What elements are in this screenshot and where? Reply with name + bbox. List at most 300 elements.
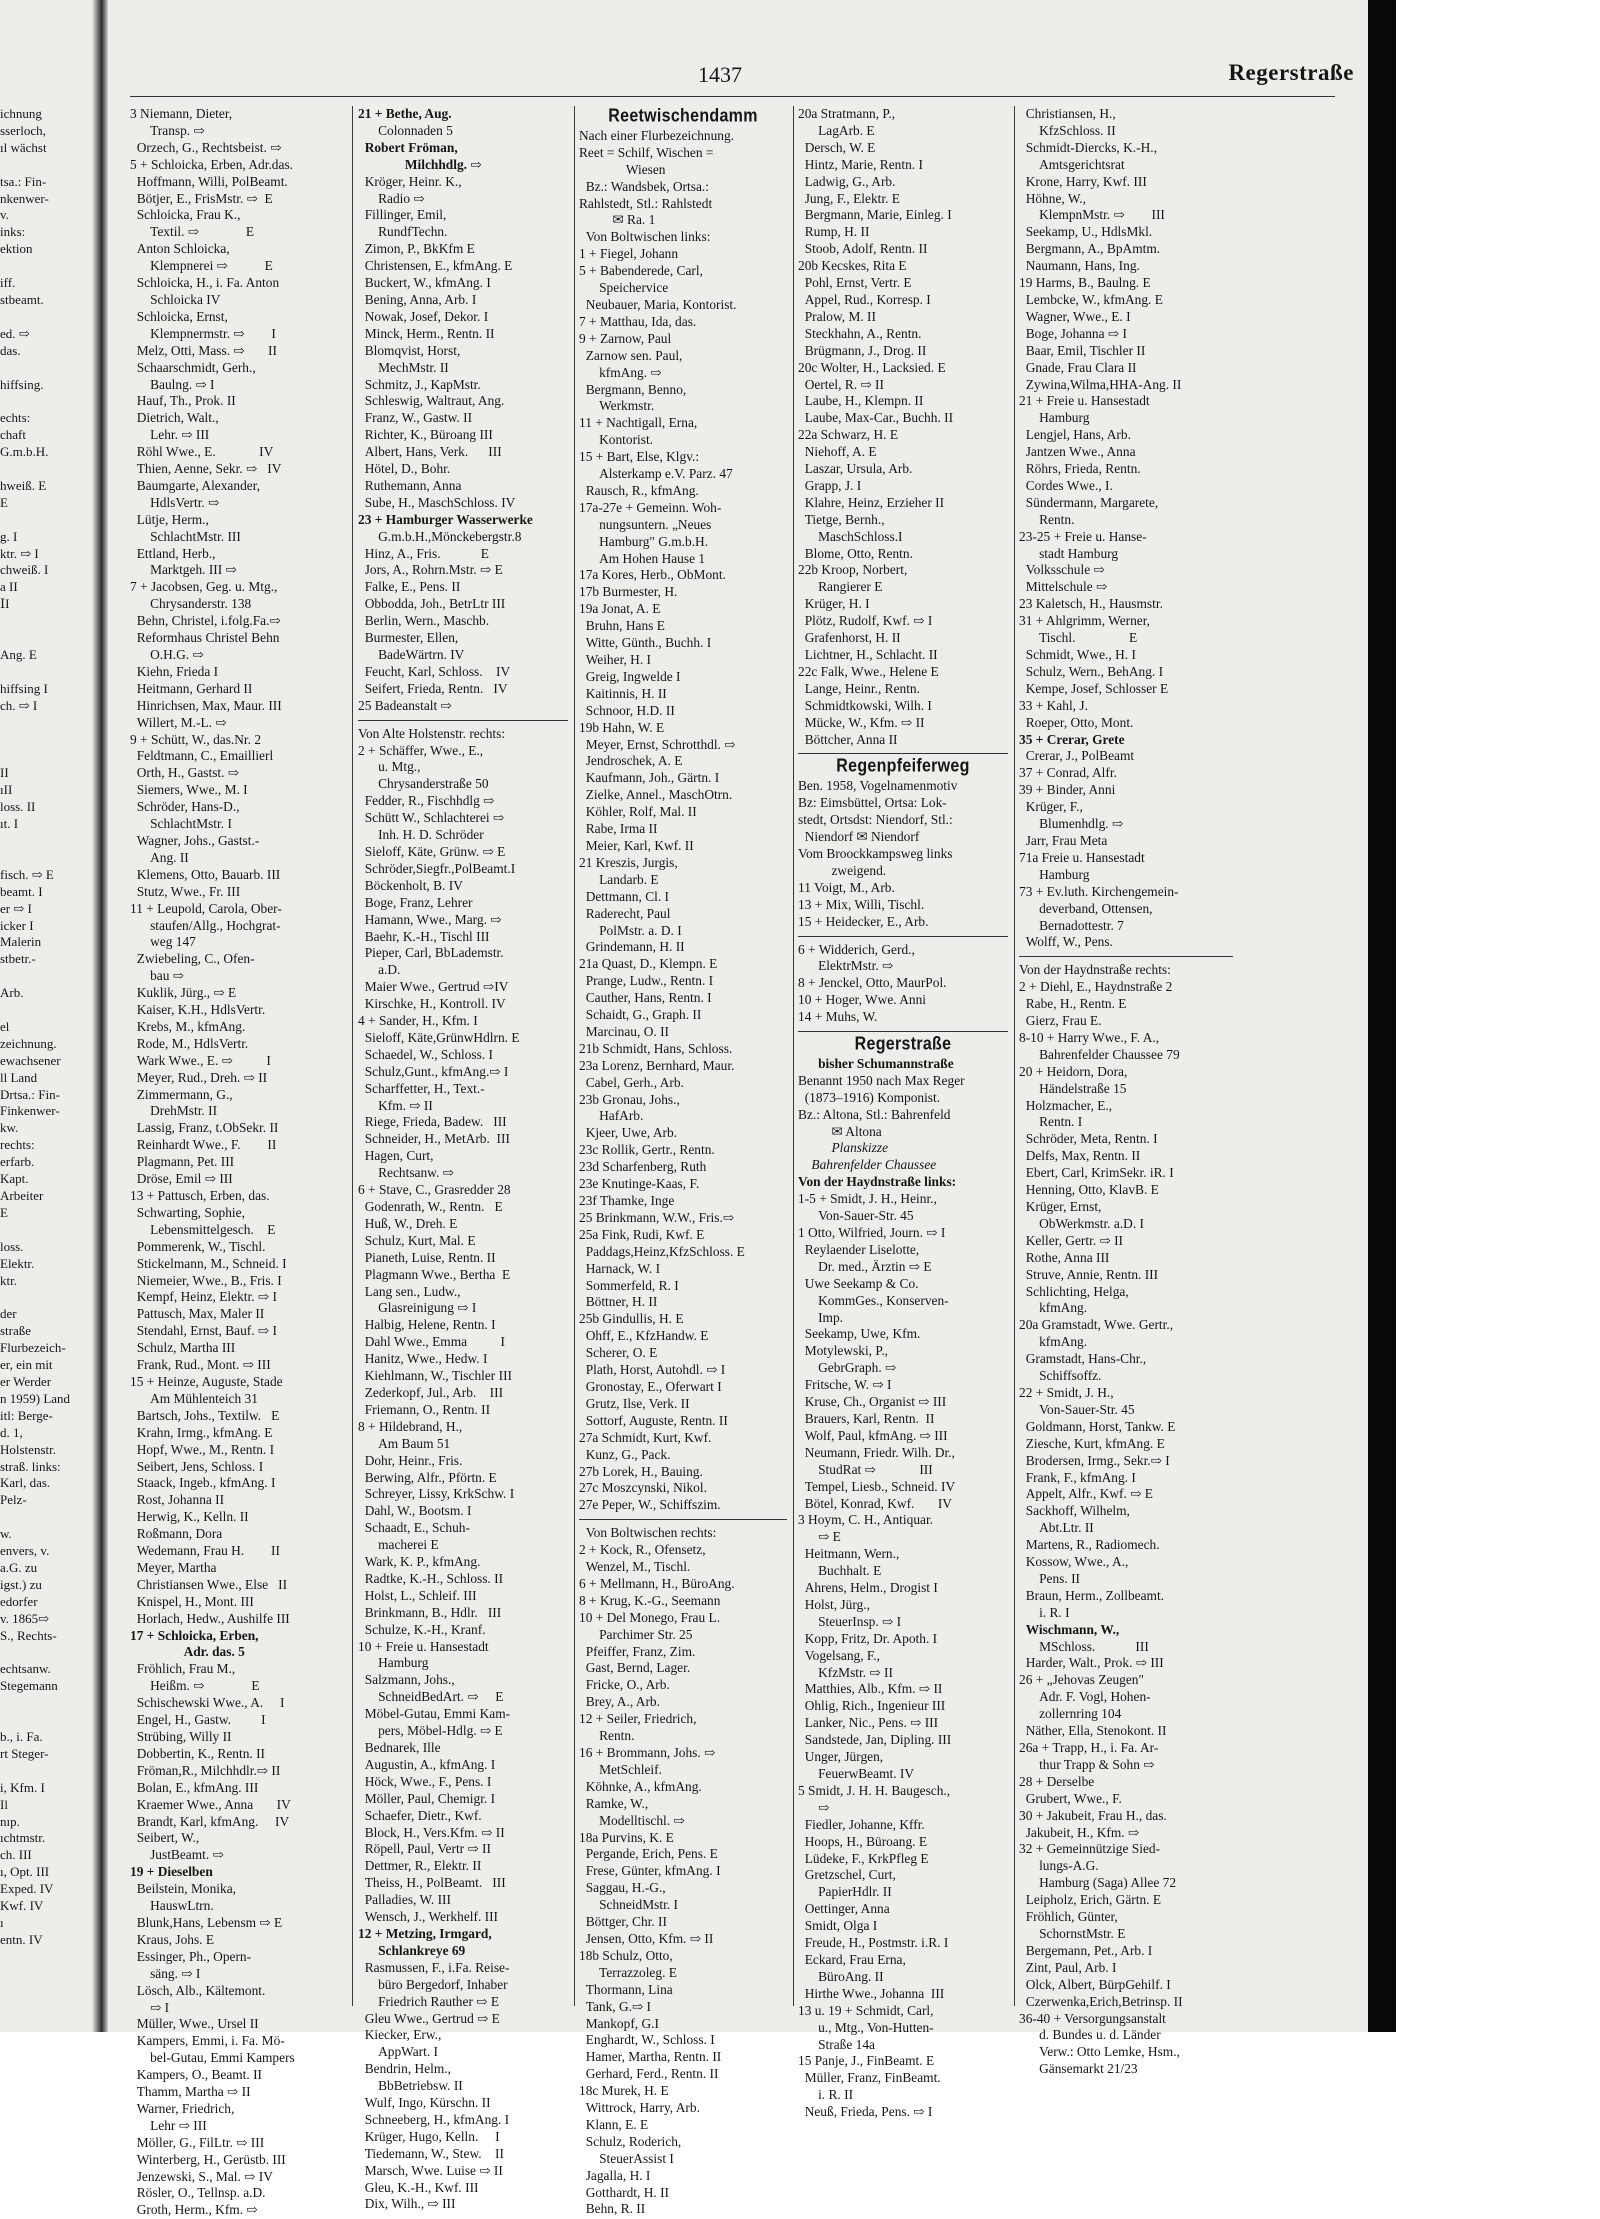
- directory-entry: Ettland, Herb.,: [130, 545, 216, 561]
- directory-entry: Grapp, J. I: [798, 477, 862, 493]
- directory-entry: Parchimer Str. 25: [579, 1626, 693, 1642]
- directory-entry: ✉ Altona: [798, 1123, 882, 1139]
- directory-entry: Grutz, Ilse, Verk. II: [579, 1395, 690, 1411]
- directory-entry: Böttcher, Anna II: [798, 731, 898, 747]
- directory-entry: Buchhalt. E: [798, 1563, 882, 1579]
- directory-entry: 23b Gronau, Johs.,: [579, 1091, 680, 1107]
- directory-entry: Matthies, Alb., Kfm. ⇨ II: [798, 1681, 943, 1697]
- directory-entry: Knispel, H., Mont. III: [130, 1593, 254, 1609]
- directory-entry: StudRat ⇨ III: [798, 1461, 933, 1477]
- directory-entry: Fricke, O., Arb.: [579, 1677, 670, 1693]
- directory-entry: O.H.G. ⇨: [130, 647, 204, 662]
- fragment-line: straß. links:: [0, 1458, 61, 1474]
- directory-entry: 21 + Freie u. Hansestadt: [1019, 393, 1150, 409]
- directory-entry: 35 + Crerar, Grete: [1019, 731, 1125, 747]
- directory-entry: Kopp, Fritz, Dr. Apoth. I: [798, 1630, 938, 1646]
- directory-entry: 25b Gindullis, H. E: [579, 1311, 684, 1327]
- directory-entry: 21b Schmidt, Hans, Schloss.: [579, 1040, 733, 1056]
- directory-entry: Ohff, E., KfzHandw. E: [579, 1328, 709, 1344]
- directory-entry: Hanitz, Wwe., Hedw. I: [358, 1351, 488, 1367]
- fragment-line: ed. ⇨: [0, 325, 30, 341]
- directory-entry: Hagen, Curt,: [358, 1148, 434, 1164]
- directory-entry: Engel, H., Gastw. I: [130, 1712, 266, 1728]
- directory-entry: Bahrenfelder Chaussee 79: [1019, 1046, 1180, 1062]
- directory-entry: Baulng. ⇨ I: [130, 376, 215, 392]
- directory-entry: Schlankreye 69: [358, 1942, 466, 1958]
- directory-entry: Horlach, Hedw., Aushilfe III: [130, 1610, 290, 1626]
- directory-entry: Imp.: [798, 1309, 844, 1325]
- directory-entry: 20a Gramstadt, Wwe. Gertr.,: [1019, 1317, 1174, 1333]
- fragment-line: [0, 1695, 84, 1712]
- directory-entry: Schröder, Hans-D.,: [130, 799, 240, 815]
- directory-entry: DrehMstr. II: [130, 1103, 218, 1119]
- directory-entry: FeuerwBeamt. IV: [798, 1766, 915, 1781]
- directory-entry: 2 + Diehl, E., Haydnstraße 2: [1019, 979, 1173, 995]
- directory-entry: Bergemann, Pet., Arb. I: [1019, 1942, 1153, 1958]
- directory-entry: Hoffmann, Willi, PolBeamt.: [130, 173, 288, 189]
- directory-entry: Frank, Rud., Mont. ⇨ III: [130, 1357, 271, 1373]
- fragment-line: Kapt.: [0, 1171, 29, 1187]
- directory-entry: AppWart. I: [358, 2044, 438, 2060]
- directory-entry: Verw.: Otto Lemke, Hsm.,: [1019, 2044, 1180, 2060]
- fragment-line: rechts:: [0, 1137, 35, 1153]
- directory-entry: 23f Thamke, Inge: [579, 1193, 675, 1208]
- directory-entry: Wagner, Johs., Gastst.-: [130, 832, 260, 848]
- directory-entry: Lassig, Franz, t.ObSekr. II: [130, 1120, 279, 1136]
- directory-entry: 12 + Metzing, Irmgard,: [358, 1925, 492, 1941]
- directory-entry: Richter, K., Büroang III: [358, 427, 493, 443]
- directory-entry: Appel, Rud., Korresp. I: [798, 291, 931, 307]
- section-divider: [358, 720, 568, 721]
- directory-entry: Laube, Max-Car., Buchh. II: [798, 410, 954, 426]
- directory-entry: Klann, E. E: [579, 2116, 649, 2132]
- directory-entry: Benannt 1950 nach Max Reger: [798, 1072, 965, 1088]
- directory-entry: Röpell, Paul, Vertr ⇨ II: [358, 1841, 491, 1857]
- directory-entry: Goldmann, Horst, Tankw. E: [1019, 1418, 1176, 1434]
- directory-entry: Hamer, Martha, Rentn. II: [579, 2049, 722, 2065]
- directory-entry: zweigend.: [798, 862, 887, 878]
- directory-entry: 27c Moszcynski, Nikol.: [579, 1480, 707, 1496]
- fragment-line: itl: Berge-: [0, 1407, 53, 1423]
- directory-entry: Jagalla, H. I: [579, 2167, 651, 2183]
- directory-entry: Glasreinigung ⇨ I: [358, 1300, 477, 1316]
- directory-entry: Rabe, Irma II: [579, 821, 658, 837]
- directory-entry: Kiecker, Erw.,: [358, 2027, 442, 2043]
- directory-entry: Krebs, M., kfmAng.: [130, 1018, 246, 1034]
- directory-entry: HauswLtrn.: [130, 1898, 214, 1914]
- directory-entry: Kaufmann, Joh., Gärtn. I: [579, 770, 720, 786]
- directory-entry: Fröhlich, Günter,: [1019, 1909, 1118, 1925]
- directory-entry: Sottorf, Auguste, Rentn. II: [579, 1412, 728, 1428]
- directory-entry: 27b Lorek, H., Bauing.: [579, 1463, 703, 1479]
- directory-entry: 21 Kreszis, Jurgis,: [579, 854, 678, 870]
- directory-entry: Jung, F., Elektr. E: [798, 190, 900, 206]
- directory-entry: Wittrock, Harry, Arb.: [579, 2100, 700, 2116]
- directory-entry: Sandstede, Jan, Dipling. III: [798, 1732, 952, 1748]
- directory-entry: Ahrens, Helm., Drogist I: [798, 1580, 938, 1596]
- directory-entry: 8 + Krug, K.-G., Seemann: [579, 1592, 721, 1608]
- directory-entry: Pohl, Ernst, Vertr. E: [798, 275, 912, 291]
- directory-entry: Planskizze: [798, 1140, 889, 1156]
- directory-entry: Heitmann, Gerhard II: [130, 680, 253, 696]
- fragment-line: [0, 1712, 84, 1729]
- directory-entry: Sommerfeld, R. I: [579, 1277, 679, 1293]
- directory-entry: 15 Panje, J., FinBeamt. E: [798, 2053, 935, 2069]
- directory-entry: Klemens, Otto, Bauarb. III: [130, 866, 281, 882]
- directory-entry: Dr. med., Ärztin ⇨ E: [798, 1258, 932, 1274]
- directory-entry: Halbig, Helene, Rentn. I: [358, 1317, 496, 1333]
- directory-entry: Von-Sauer-Str. 45: [798, 1208, 914, 1224]
- directory-entry: säng. ⇨ I: [130, 1965, 201, 1981]
- directory-entry: Landarb. E: [579, 871, 659, 887]
- directory-entry: Lengjel, Hans, Arb.: [1019, 427, 1131, 443]
- fragment-line: hiffsing I: [0, 680, 48, 696]
- directory-entry: Mittelschule ⇨: [1019, 579, 1108, 595]
- fragment-line: Ang. E: [0, 647, 37, 662]
- fragment-line: [0, 1763, 84, 1780]
- fragment-line: g. I: [0, 528, 18, 544]
- directory-entry: Hintz, Marie, Rentn. I: [798, 156, 923, 172]
- directory-entry: 25a Fink, Rudi, Kwf. E: [579, 1226, 705, 1242]
- directory-entry: Block, H., Vers.Kfm. ⇨ II: [358, 1824, 505, 1840]
- directory-entry: Wark Wwe., E. ⇨ I: [130, 1052, 271, 1068]
- directory-entry: Leipholz, Erich, Gärtn. E: [1019, 1892, 1162, 1908]
- directory-entry: 20c Wolter, H., Lacksied. E: [798, 359, 946, 375]
- directory-entry: Roeper, Otto, Mont.: [1019, 714, 1134, 730]
- directory-entry: Kampers, Emmi, i. Fa. Mö-: [130, 2033, 285, 2049]
- directory-entry: 5 + Babenderede, Carl,: [579, 263, 703, 279]
- fragment-line: inks:: [0, 224, 26, 240]
- directory-entry: Cauther, Hans, Rentn. I: [579, 990, 712, 1006]
- directory-entry: G.m.b.H.,Mönckebergstr.8: [358, 528, 522, 544]
- directory-entry: Niendorf ✉ Niendorf: [798, 829, 920, 845]
- fragment-line: [0, 157, 84, 174]
- directory-entry: ✉ Ra. 1: [579, 212, 656, 228]
- fragment-line: Arbeiter: [0, 1188, 44, 1203]
- directory-entry: Am Hohen Hause 1: [579, 550, 706, 566]
- directory-entry: Blunk,Hans, Lebensm ⇨ E: [130, 1914, 283, 1930]
- directory-entry: Am Mühlenteich 31: [130, 1390, 258, 1406]
- fragment-line: beamt. I: [0, 883, 43, 899]
- directory-entry: Unger, Jürgen,: [798, 1749, 884, 1765]
- section-divider: [798, 936, 1008, 937]
- directory-entry: Abt.Ltr. II: [1019, 1520, 1094, 1536]
- directory-entry: Weiher, H. I: [579, 652, 652, 667]
- directory-entry: Neuß, Frieda, Pens. ⇨ I: [798, 2104, 933, 2120]
- directory-entry: Krüger, F.,: [1019, 799, 1083, 815]
- directory-entry: Boge, Johanna ⇨ I: [1019, 325, 1127, 341]
- directory-entry: MaschSchloss.I: [798, 528, 903, 544]
- fragment-line: das.: [0, 342, 21, 358]
- directory-entry: Kraemer Wwe., Anna IV: [130, 1796, 291, 1812]
- directory-entry: Struve, Annie, Rentn. III: [1019, 1266, 1159, 1282]
- directory-entry: 25 Brinkmann, W.W., Fris.⇨: [579, 1209, 735, 1225]
- directory-entry: Tischl. E: [1019, 630, 1138, 646]
- directory-entry: Zywina,Wilma,HHA-Ang. II: [1019, 376, 1182, 392]
- directory-entry: Plötz, Rudolf, Kwf. ⇨ I: [798, 613, 933, 629]
- directory-entry: MechMstr. II: [358, 359, 449, 375]
- directory-entry: 13 u. 19 + Schmidt, Carl,: [798, 2002, 934, 2018]
- directory-entry: Klempnerei ⇨ E: [130, 258, 273, 274]
- directory-entry: Braun, Herm., Zollbeamt.: [1019, 1587, 1165, 1603]
- directory-entry: Bernadottestr. 7: [1019, 917, 1124, 933]
- fragment-line: chweiß. I: [0, 562, 49, 578]
- fragment-line: Elektr.: [0, 1255, 35, 1271]
- fragment-line: [0, 715, 84, 732]
- directory-entry: 9 + Schütt, W., das.Nr. 2: [130, 731, 262, 747]
- directory-entry: Krüger, Hugo, Kelln. I: [358, 2128, 500, 2144]
- directory-entry: Blome, Otto, Rentn.: [798, 545, 913, 561]
- directory-entry: lungs-A.G.: [1019, 1858, 1099, 1874]
- directory-entry: Lehr. ⇨ III: [130, 427, 210, 443]
- directory-entry: 8 + Hildebrand, H.,: [358, 1418, 463, 1434]
- directory-entry: Möller, Paul, Chemigr. I: [358, 1790, 496, 1806]
- directory-entry: 19 + Dieselben: [130, 1864, 213, 1880]
- fragment-line: [0, 258, 84, 275]
- directory-entry: Amtsgerichtsrat: [1019, 156, 1125, 172]
- directory-entry: Schreyer, Lissy, KrkSchw. I: [358, 1486, 515, 1502]
- directory-entry: Czerwenka,Erich,Betrinsp. II: [1019, 1993, 1183, 2009]
- directory-entry: Stickelmann, M., Schneid. I: [130, 1255, 287, 1271]
- directory-entry: Reet = Schilf, Wischen =: [579, 144, 714, 160]
- fragment-line: er Werder: [0, 1373, 52, 1389]
- directory-entry: 17a Kores, Herb., ObMont.: [579, 567, 726, 583]
- directory-entry: BbBetriebsw. II: [358, 2078, 463, 2094]
- directory-entry: Kiehlmann, W., Tischler III: [358, 1368, 512, 1384]
- directory-entry: Baehr, K.-H., Tischl III: [358, 928, 490, 944]
- directory-entry: Tiedemann, W., Stew. II: [358, 2145, 504, 2161]
- directory-entry: 11 + Leupold, Carola, Ober-: [130, 900, 282, 916]
- fragment-line: igst.) zu: [0, 1576, 42, 1592]
- directory-entry: Bergmann, Marie, Einleg. I: [798, 207, 952, 223]
- directory-entry: Fillinger, Emil,: [358, 207, 447, 223]
- directory-entry: Schischewski Wwe., A. I: [130, 1695, 285, 1711]
- directory-entry: staufen/Allg., Hochgrat-: [130, 917, 281, 933]
- directory-entry: Schaarschmidt, Gerh.,: [130, 359, 256, 375]
- fragment-line: w.: [0, 1526, 12, 1542]
- directory-entry: 10 + Del Monego, Frau L.: [579, 1609, 721, 1625]
- directory-entry: Inh. H. D. Schröder: [358, 827, 484, 843]
- directory-entry: Kröger, Heinr. K.,: [358, 173, 462, 189]
- directory-entry: Minck, Herm., Rentn. II: [358, 325, 495, 341]
- directory-entry: Wagner, Wwe., E. I: [1019, 308, 1131, 324]
- directory-entry: Schloicka IV: [130, 291, 221, 307]
- directory-entry: Bz.: Altona, Stl.: Bahrenfeld: [798, 1106, 951, 1122]
- directory-entry: 1 + Fiegel, Johann: [579, 246, 679, 262]
- directory-entry: 9 + Zarnow, Paul: [579, 330, 672, 346]
- directory-entry: Frese, Günter, kfmAng. I: [579, 1863, 721, 1879]
- directory-entry: Höck, Wwe., F., Pens. I: [358, 1773, 492, 1789]
- directory-entry: 15 + Heinze, Auguste, Stade: [130, 1373, 283, 1389]
- directory-entry: Winterberg, H., Gerüstb. III: [130, 2151, 286, 2167]
- directory-entry: Seekamp, Uwe, Kfm.: [798, 1326, 921, 1342]
- directory-entry: Harder, Walt., Prok. ⇨ III: [1019, 1655, 1164, 1671]
- directory-entry: Seekamp, U., HdlsMkl.: [1019, 224, 1153, 240]
- directory-entry: Brügmann, J., Drog. II: [798, 342, 927, 358]
- directory-entry: Jenzewski, S., Mal. ⇨ IV: [130, 2168, 273, 2184]
- directory-entry: Kempe, Josef, Schlosser E: [1019, 680, 1169, 696]
- directory-entry: 15 + Bart, Else, Klgv.:: [579, 449, 700, 465]
- directory-entry: Wolf, Paul, kfmAng. ⇨ III: [798, 1427, 948, 1443]
- directory-entry: Klempnermstr. ⇨ I: [130, 325, 276, 341]
- directory-entry: Bergmann, Benno,: [579, 381, 687, 397]
- directory-entry: 31 + Ahlgrimm, Werner,: [1019, 613, 1151, 629]
- directory-entry: 26 + „Jehovas Zeugen": [1019, 1672, 1144, 1688]
- directory-entry: Schulze, K.-H., Kranf.: [358, 1621, 486, 1637]
- directory-entry: Orth, H., Gastst. ⇨: [130, 765, 240, 781]
- directory-entry: Zimmermann, G.,: [130, 1086, 233, 1102]
- directory-entry: a.D.: [358, 962, 401, 978]
- fragment-line: stbeamt.: [0, 291, 44, 307]
- directory-entry: Henning, Otto, KlavB. E: [1019, 1182, 1159, 1198]
- fragment-line: sserloch,: [0, 122, 46, 138]
- fragment-line: echts:: [0, 410, 31, 426]
- directory-entry: Kossow, Wwe., A.,: [1019, 1554, 1129, 1570]
- directory-entry: Freude, H., Postmstr. i.R. I: [798, 1935, 949, 1951]
- directory-entry: Oertel, R. ⇨ II: [798, 376, 884, 392]
- directory-entry: PolMstr. a. D. I: [579, 922, 682, 938]
- directory-entry: 8-10 + Harry Wwe., F. A.,: [1019, 1029, 1160, 1045]
- directory-entry: Wiesen: [579, 161, 666, 177]
- directory-entry: Schütt W., Schlachterei ⇨: [358, 810, 505, 826]
- fragment-line: ı, Opt. III: [0, 1864, 50, 1880]
- directory-entry: 19 Harms, B., Baulng. E: [1019, 275, 1151, 291]
- fragment-line: ektion: [0, 241, 33, 257]
- directory-entry: Ziesche, Kurt, kfmAng. E: [1019, 1435, 1165, 1451]
- directory-entry: Meyer, Ernst, Schrotthdl. ⇨: [579, 736, 736, 752]
- directory-entry: deverband, Ottensen,: [1019, 900, 1153, 916]
- directory-entry: SchneidBedArt. ⇨ E: [358, 1689, 504, 1705]
- directory-entry: Dobbertin, K., Rentn. II: [130, 1745, 265, 1761]
- directory-entry: 11 Voigt, M., Arb.: [798, 879, 895, 895]
- directory-entry: Rösler, O., Tellnsp. a.D.: [130, 2185, 266, 2201]
- directory-entry: Ang. II: [130, 849, 189, 865]
- directory-entry: Gleu, K.-H., Kwf. III: [358, 2179, 479, 2195]
- directory-entry: 17b Burmester, H.: [579, 584, 678, 600]
- fragment-line: E: [0, 1204, 8, 1220]
- directory-entry: bisher Schumannstraße: [798, 1055, 954, 1071]
- directory-entry: Stoob, Adolf, Rentn. II: [798, 241, 928, 257]
- directory-entry: Neubauer, Maria, Kontorist.: [579, 296, 737, 312]
- directory-entry: Naumann, Hans, Ing.: [1019, 258, 1140, 274]
- directory-entry: Melz, Otti, Mass. ⇨ II: [130, 342, 277, 358]
- directory-entry: Grubert, Wwe., F.: [1019, 1790, 1122, 1806]
- directory-entry: Godenrath, W., Rentn. E: [358, 1199, 503, 1214]
- fragment-line: [0, 850, 84, 867]
- directory-entry: Appelt, Alfr., Kwf. ⇨ E: [1019, 1486, 1153, 1502]
- fragment-line: ktr. ⇨ I: [0, 545, 39, 561]
- fragment-line: ıl wächst: [0, 139, 47, 155]
- column-rule: [352, 106, 353, 2006]
- section-divider: [798, 1031, 1008, 1032]
- directory-entry: Mankopf, G.I: [579, 2015, 659, 2031]
- fragment-line: rt Steger-: [0, 1745, 49, 1761]
- fragment-line: Pelz-: [0, 1492, 27, 1508]
- directory-entry: Hamburg" G.m.b.H.: [579, 533, 709, 549]
- fragment-line: echtsanw.: [0, 1661, 51, 1677]
- directory-entry: KfzMstr. ⇨ II: [798, 1664, 893, 1680]
- directory-entry: Sündermann, Margarete,: [1019, 494, 1159, 510]
- directory-entry: Am Baum 51: [358, 1435, 451, 1451]
- directory-entry: Zint, Paul, Arb. I: [1019, 1959, 1117, 1975]
- directory-entry: Gnade, Frau Clara II: [1019, 359, 1137, 375]
- directory-entry: Grafenhorst, H. II: [798, 630, 901, 646]
- directory-entry: 20 + Heidorn, Dora,: [1019, 1063, 1128, 1079]
- directory-entry: Kfm. ⇨ II: [358, 1097, 433, 1113]
- directory-entry: Laszar, Ursula, Arb.: [798, 461, 913, 477]
- directory-entry: 73 + Ev.luth. Kirchengemein-: [1019, 883, 1179, 899]
- directory-entry: 17 + Schloicka, Erben,: [130, 1627, 259, 1643]
- directory-entry: Pianeth, Luise, Rentn. II: [358, 1249, 496, 1265]
- directory-entry: 3 Hoym, C. H., Antiquar.: [798, 1512, 934, 1528]
- fragment-line: a.G. zu: [0, 1559, 38, 1575]
- directory-entry: Gerhard, Ferd., Rentn. II: [579, 2066, 719, 2082]
- directory-column-5: [1019, 106, 1233, 2077]
- directory-entry: 32 + Gemeinnützige Sied-: [1019, 1841, 1161, 1857]
- directory-entry: kfmAng. ⇨: [579, 364, 662, 380]
- page-number: 1437: [698, 62, 742, 87]
- directory-entry: Marsch, Wwe. Luise ⇨ II: [358, 2162, 503, 2178]
- directory-entry: Friedrich Rauther ⇨ E: [358, 1993, 500, 2009]
- directory-entry: Schaadt, E., Schuh-: [358, 1520, 470, 1536]
- directory-entry: 30 + Jakubeit, Frau H., das.: [1019, 1807, 1167, 1823]
- directory-entry: HdlsVertr. ⇨: [130, 494, 220, 510]
- directory-entry: 21a Quast, D., Klempn. E: [579, 956, 718, 972]
- directory-entry: 28 + Derselbe: [1019, 1773, 1095, 1789]
- fragment-line: zeichnung.: [0, 1035, 57, 1051]
- directory-entry: Dohr, Heinr., Fris.: [358, 1452, 463, 1468]
- directory-entry: 7 + Jacobsen, Geg. u. Mtg.,: [130, 579, 278, 595]
- directory-entry: macherei E: [358, 1537, 439, 1553]
- directory-entry: Bötel, Konrad, Kwf. IV: [798, 1495, 952, 1511]
- directory-entry: 6 + Stave, C., Grasredder 28: [358, 1182, 511, 1198]
- directory-entry: Grindemann, H. II: [579, 939, 685, 955]
- directory-entry: Meier, Karl, Kwf. II: [579, 837, 694, 853]
- fragment-line: Finkenwer-: [0, 1103, 60, 1119]
- directory-entry: Falke, E., Pens. II: [358, 579, 461, 595]
- left-page-fragment: [0, 106, 84, 2006]
- directory-entry: 7 + Matthau, Ida, das.: [579, 313, 697, 329]
- directory-entry: 15 + Heidecker, E., Arb.: [798, 913, 929, 929]
- directory-entry: Hopf, Wwe., M., Rentn. I: [130, 1441, 275, 1457]
- directory-entry: Scherer, O. E: [579, 1345, 658, 1361]
- directory-entry: Chrysanderstraße 50: [358, 776, 489, 792]
- directory-entry: Steckhahn, A., Rentn.: [798, 325, 922, 341]
- directory-entry: Adr. F. Vogl, Hohen-: [1019, 1689, 1151, 1705]
- directory-entry: Sieloff, Käte,GrünwHdlrn. E: [358, 1029, 520, 1045]
- page-edge-border: [1368, 0, 1396, 2032]
- directory-entry: Von der Haydnstraße rechts:: [1019, 962, 1171, 978]
- directory-entry: Groth, Herm., Kfm. ⇨: [130, 2202, 258, 2218]
- directory-entry: SchornstMstr. E: [1019, 1925, 1126, 1941]
- column-rule: [574, 106, 575, 2006]
- directory-entry: Brodersen, Irmg., Sekr.⇨ I: [1019, 1452, 1170, 1468]
- directory-entry: Alsterkamp e.V. Parz. 47: [579, 466, 733, 482]
- fragment-line: [0, 1222, 84, 1239]
- directory-entry: Thamm, Martha ⇨ II: [130, 2084, 251, 2100]
- directory-entry: 22b Kroop, Norbert,: [798, 562, 908, 578]
- directory-entry: Schulz, Roderich,: [579, 2133, 682, 2149]
- directory-entry: Roßmann, Dora: [130, 1526, 223, 1542]
- fragment-line: [0, 309, 84, 326]
- directory-entry: Gast, Bernd, Lager.: [579, 1660, 691, 1676]
- directory-entry: SchneidMstr. I: [579, 1897, 678, 1913]
- directory-entry: Friemann, O., Rentn. II: [358, 1401, 491, 1417]
- directory-entry: Schloicka, H., i. Fa. Anton: [130, 275, 280, 291]
- fragment-line: ewachsener: [0, 1052, 61, 1068]
- directory-entry: 25 Badeanstalt ⇨: [358, 697, 452, 713]
- directory-entry: Röhl Wwe., E. IV: [130, 444, 274, 460]
